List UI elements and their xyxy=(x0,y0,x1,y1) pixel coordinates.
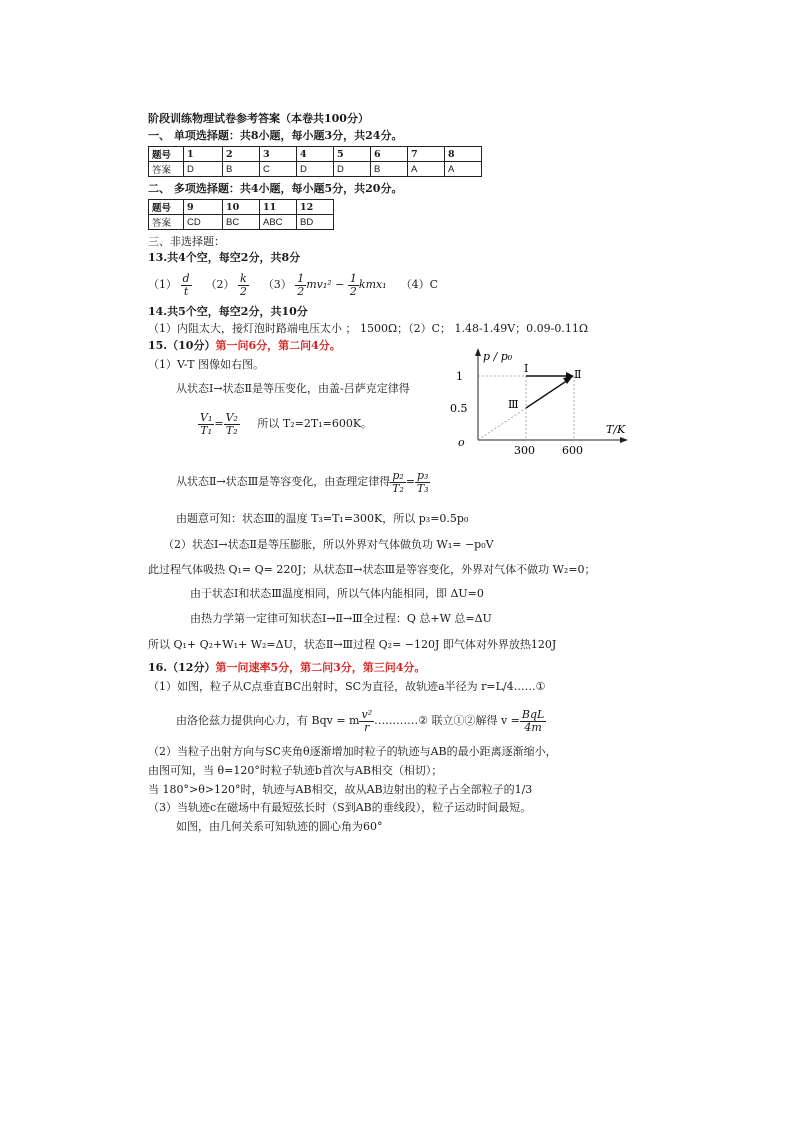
q16-score: 16.（12分） xyxy=(148,661,216,674)
table-cell: 8 xyxy=(445,147,482,162)
q16-line: …………② 联立①②解得 v = xyxy=(374,714,520,727)
q15-line: （1）V-T 图像如右图。 xyxy=(148,358,265,371)
row-label: 题号 xyxy=(149,147,184,162)
table-cell: BC xyxy=(223,215,260,230)
table-cell: 7 xyxy=(408,147,445,162)
numerator: p₂ xyxy=(392,468,404,482)
table-cell: 12 xyxy=(297,200,334,215)
fraction xyxy=(224,412,240,437)
state-label: Ⅰ xyxy=(524,362,529,375)
numerator: V₂ xyxy=(225,410,238,424)
q16-header xyxy=(148,661,425,675)
table-cell: 10 xyxy=(223,200,260,215)
sec3-heading: 三、非选择题： xyxy=(148,235,225,248)
q15-score-note: 第一问6分，第二问4分。 xyxy=(215,339,341,352)
y-tick: 1 xyxy=(456,370,463,383)
q15-line: 由热力学第一定律可知状态Ⅰ→Ⅱ→Ⅲ全过程：Q 总+W 总=ΔU xyxy=(190,612,492,625)
q15-line: 从状态Ⅱ→状态Ⅲ是等容变化，由查理定律得 xyxy=(176,475,391,488)
q13-expr: kmx₁ xyxy=(358,278,387,291)
denominator: T₁ xyxy=(200,423,213,437)
table-cell: D xyxy=(184,162,223,177)
q13-header: 13.共4个空，每空2分，共8分 xyxy=(148,251,301,264)
doc-title: 阶段训练物理试卷参考答案（本卷共100分） xyxy=(148,112,369,125)
denominator: 2 xyxy=(297,284,305,298)
fraction xyxy=(520,709,546,734)
table-cell: 5 xyxy=(334,147,371,162)
table-cell: 11 xyxy=(260,200,297,215)
q13-fraction-1 xyxy=(181,273,192,298)
q14-line: （1）内阻太大，接灯泡时路端电压太小 ； 1500Ω；（2）C； 1.48-1.49V；0.09-0.11Ω xyxy=(148,322,588,335)
numerator: V₁ xyxy=(200,410,213,424)
sec1-heading: 一、 单项选择题：共8小题，每小题3分，共24分。 xyxy=(148,129,403,142)
q13-fraction-2 xyxy=(238,273,249,298)
table-row xyxy=(149,215,334,230)
q14-header: 14.共5个空，每空2分，共10分 xyxy=(148,305,308,318)
sec2-answer-table xyxy=(148,199,334,230)
table-cell: 9 xyxy=(184,200,223,215)
q16-line: 当 180°>θ>120°时，轨迹与AB相交，故从AB边射出的粒子占全部粒子的1/3 xyxy=(148,783,533,796)
q13-expr: mv₁² − xyxy=(306,278,345,291)
numerator: p₃ xyxy=(416,468,429,482)
q13-part-label: （1） xyxy=(148,278,177,291)
state-label: Ⅲ xyxy=(508,398,519,411)
denominator: T₂ xyxy=(392,481,404,495)
numerator: v² xyxy=(361,707,373,721)
q13-part-label: （3） xyxy=(262,278,292,291)
q15-line: 从状态Ⅰ→状态Ⅱ是等压变化，由盖-吕萨克定律得 xyxy=(176,382,410,395)
denominator: r xyxy=(364,720,370,734)
numerator: 1 xyxy=(349,271,357,285)
table-cell: B xyxy=(371,162,408,177)
table-row xyxy=(149,200,334,215)
fraction xyxy=(359,709,374,734)
table-cell: 2 xyxy=(223,147,260,162)
q16-line: （1）如图，粒子从C点垂直BC出射时，SC为直径，故轨迹a半径为 r=L/4……① xyxy=(148,680,546,693)
pv-graph xyxy=(436,342,646,462)
table-row xyxy=(149,147,482,162)
table-cell: A xyxy=(408,162,445,177)
fraction xyxy=(390,470,405,495)
row-label: 答案 xyxy=(149,162,184,177)
q16-score-note: 第一问速率5分，第二问3分，第三问4分。 xyxy=(215,661,426,674)
q15-line: 由于状态Ⅰ和状态Ⅲ温度相同，所以气体内能相同，即 ΔU=0 xyxy=(190,587,484,600)
q15-score: 15.（10分） xyxy=(148,339,216,352)
row-label: 题号 xyxy=(149,200,184,215)
state-label: Ⅱ xyxy=(574,368,582,381)
q15-line: （2）状态Ⅰ→状态Ⅱ是等压膨胀，所以外界对气体做负功 W₁= −p₀V xyxy=(163,538,494,551)
table-cell: CD xyxy=(184,215,223,230)
y-axis-label: p / p₀ xyxy=(483,350,513,363)
q15-equation-1 xyxy=(198,408,372,440)
x-tick: 600 xyxy=(562,444,583,457)
q15-line: 由题意可知：状态Ⅲ的温度 T₃=T₁=300K，所以 p₃=0.5p₀ xyxy=(176,512,469,525)
denominator: T₃ xyxy=(416,481,429,495)
fraction xyxy=(415,470,430,495)
q16-line: （2）当粒子出射方向与SC夹角θ逐渐增加时粒子的轨迹与AB的最小距离逐渐缩小， xyxy=(148,745,557,758)
denominator: 2 xyxy=(349,284,357,298)
q16-equation xyxy=(176,704,546,738)
q16-line: （3）当轨迹c在磁场中有最短弦长时（S到AB的垂线段），粒子运动时间最短。 xyxy=(148,801,532,814)
denominator: t xyxy=(183,284,189,298)
equation-tail: 所以 T₂=2T₁=600K。 xyxy=(257,417,373,430)
origin-label: o xyxy=(458,436,465,449)
denominator: T₂ xyxy=(225,423,238,437)
q13-answers xyxy=(148,268,438,302)
q16-line: 如图，由几何关系可知轨迹的圆心角为60° xyxy=(176,820,383,833)
table-cell: C xyxy=(260,162,297,177)
table-cell: ABC xyxy=(260,215,297,230)
sec1-answer-table xyxy=(148,146,482,177)
q13-part-label: （4）C xyxy=(400,278,439,291)
q15-equation-2 xyxy=(176,466,430,498)
q15-line: 此过程气体吸热 Q₁= Q= 220J；从状态Ⅱ→状态Ⅲ是等容变化，外界对气体不做功 W₂=0； xyxy=(148,563,596,576)
table-cell: 6 xyxy=(371,147,408,162)
q13-part-label: （2） xyxy=(205,278,235,291)
q13-fraction-3b xyxy=(348,273,359,298)
equals: = xyxy=(214,417,224,430)
q16-line: 由洛伦兹力提供向心力，有 Bqv = m xyxy=(176,714,360,727)
denominator: 4m xyxy=(524,720,542,734)
table-cell: 1 xyxy=(184,147,223,162)
x-axis-label: T/K xyxy=(606,423,626,436)
y-tick: 0.5 xyxy=(450,402,468,415)
numerator: 1 xyxy=(297,271,305,285)
table-cell: B xyxy=(223,162,260,177)
denominator: 2 xyxy=(239,284,247,298)
table-row xyxy=(149,162,482,177)
table-cell: 3 xyxy=(260,147,297,162)
numerator: d xyxy=(182,271,190,285)
numerator: BqL xyxy=(521,707,545,721)
table-cell: D xyxy=(297,162,334,177)
table-cell: D xyxy=(334,162,371,177)
row-label: 答案 xyxy=(149,215,184,230)
x-tick: 300 xyxy=(514,444,535,457)
fraction xyxy=(198,412,214,437)
q13-fraction-3a xyxy=(295,273,306,298)
table-cell: BD xyxy=(297,215,334,230)
q15-line: 所以 Q₁+ Q₂+W₁+ W₂=ΔU，状态Ⅱ→Ⅲ过程 Q₂= −120J 即气体对外界放热120J xyxy=(148,638,557,651)
numerator: k xyxy=(240,271,247,285)
table-cell: 4 xyxy=(297,147,334,162)
sec2-heading: 二、 多项选择题：共4小题，每小题5分，共20分。 xyxy=(148,182,403,195)
q15-header xyxy=(148,339,341,353)
table-cell: A xyxy=(445,162,482,177)
q16-line: 由图可知，当 θ=120°时粒子轨迹b首次与AB相交（相切）； xyxy=(148,764,443,777)
equals: = xyxy=(405,475,415,488)
